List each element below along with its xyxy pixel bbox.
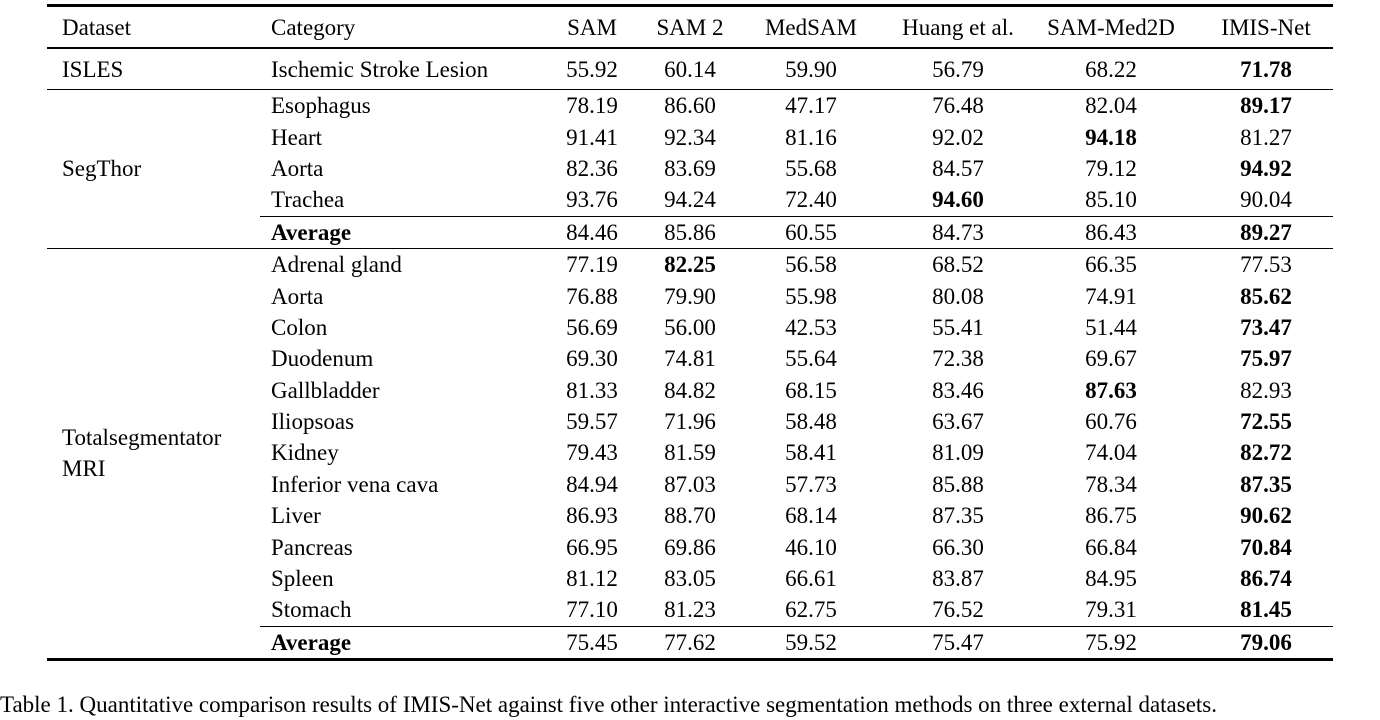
value-cell-best: 90.62 (1240, 503, 1292, 529)
value-cell: 81.09 (932, 440, 984, 466)
category-cell: Kidney (271, 440, 339, 466)
value-cell-best: 71.78 (1240, 56, 1292, 82)
value-cell: 66.61 (785, 566, 837, 592)
category-cell: Inferior vena cava (271, 471, 439, 497)
value-cell: 85.88 (932, 471, 984, 497)
dataset-name (47, 48, 260, 90)
header-imis-net: IMIS-Net (1221, 14, 1311, 40)
value-cell: 60.14 (664, 56, 716, 82)
value-cell: 83.05 (664, 566, 716, 592)
value-cell: 74.81 (664, 346, 716, 372)
category-cell: Iliopsoas (271, 409, 355, 435)
value-cell: 55.98 (785, 283, 837, 309)
table-row (47, 90, 1333, 122)
header-sam2: SAM 2 (656, 14, 724, 40)
value-cell: 74.91 (1085, 283, 1137, 309)
value-cell: 79.12 (1085, 155, 1137, 181)
header-category: Category (271, 14, 356, 40)
value-cell-best: 72.55 (1240, 409, 1292, 435)
category-cell: Ischemic Stroke Lesion (271, 56, 489, 82)
value-cell: 56.00 (664, 314, 716, 340)
value-cell: 59.57 (566, 409, 618, 435)
value-cell: 59.52 (729, 626, 893, 659)
header-medsam: MedSAM (764, 14, 857, 40)
value-cell: 91.41 (566, 124, 618, 150)
value-cell: 84.95 (1085, 566, 1137, 592)
value-cell: 87.35 (932, 503, 984, 529)
value-cell: 77.19 (566, 252, 618, 278)
value-cell-best: 82.72 (1240, 440, 1292, 466)
category-cell: Spleen (271, 566, 334, 592)
header-row (47, 6, 1333, 49)
value-cell: 87.03 (664, 471, 716, 497)
value-cell: 62.75 (785, 597, 837, 623)
value-cell: 66.30 (932, 534, 984, 560)
value-cell: 79.31 (1085, 597, 1137, 623)
value-cell: 78.19 (566, 93, 618, 119)
value-cell: 76.88 (566, 283, 618, 309)
value-cell: 82.93 (1240, 377, 1292, 403)
value-cell: 75.47 (893, 626, 1023, 659)
value-cell: 86.43 (1023, 216, 1199, 248)
category-cell: Aorta (271, 283, 324, 309)
value-cell: 76.48 (932, 93, 984, 119)
header-sam: SAM (567, 14, 617, 40)
dataset-group (47, 48, 1333, 90)
value-cell-best: 75.97 (1240, 346, 1292, 372)
value-cell-best: 87.35 (1240, 471, 1292, 497)
category-cell: Liver (271, 503, 321, 529)
value-cell: 68.22 (1085, 56, 1137, 82)
value-cell: 76.52 (932, 597, 984, 623)
value-cell: 69.30 (566, 346, 618, 372)
value-cell: 85.10 (1085, 187, 1137, 213)
value-cell: 46.10 (785, 534, 837, 560)
value-cell: 80.08 (932, 283, 984, 309)
value-cell: 86.60 (664, 93, 716, 119)
value-cell: 66.95 (566, 534, 618, 560)
value-cell: 86.75 (1085, 503, 1137, 529)
value-cell: 81.27 (1240, 124, 1292, 150)
header-sam-med2d: SAM-Med2D (1047, 14, 1175, 40)
value-cell: 81.59 (664, 440, 716, 466)
value-cell: 81.23 (664, 597, 716, 623)
value-cell: 69.86 (664, 534, 716, 560)
value-cell: 83.87 (932, 566, 984, 592)
category-cell: Gallbladder (271, 377, 380, 403)
category-cell: Colon (271, 314, 328, 340)
value-cell: 92.34 (664, 124, 716, 150)
value-cell: 75.92 (1023, 626, 1199, 659)
value-cell: 77.62 (651, 626, 729, 659)
category-cell: Duodenum (271, 346, 374, 372)
value-cell-best: 82.25 (664, 252, 716, 278)
value-cell: 75.45 (533, 626, 651, 659)
dataset-name-line: ISLES (62, 56, 124, 82)
value-cell: 88.70 (664, 503, 716, 529)
category-cell: Average (260, 216, 533, 248)
value-cell: 69.67 (1085, 346, 1137, 372)
value-cell: 42.53 (785, 314, 837, 340)
value-cell: 47.17 (785, 93, 837, 119)
dataset-name-line: MRI (62, 456, 106, 482)
value-cell: 84.94 (566, 471, 618, 497)
value-cell: 56.69 (566, 314, 618, 340)
value-cell: 58.48 (785, 409, 837, 435)
value-cell: 56.58 (785, 252, 837, 278)
value-cell-best: 81.45 (1240, 597, 1292, 623)
value-cell: 66.84 (1085, 534, 1137, 560)
value-cell-best: 94.18 (1085, 124, 1137, 150)
value-cell: 60.76 (1085, 409, 1137, 435)
header-huang: Huang et al. (902, 14, 1014, 40)
value-cell: 84.73 (893, 216, 1023, 248)
value-cell: 74.04 (1085, 440, 1137, 466)
value-cell-best: 79.06 (1199, 626, 1333, 659)
value-cell: 58.41 (785, 440, 837, 466)
value-cell: 68.14 (785, 503, 837, 529)
table-row (47, 48, 1333, 90)
value-cell-best: 89.17 (1240, 93, 1292, 119)
value-cell: 77.10 (566, 597, 618, 623)
value-cell: 93.76 (566, 187, 618, 213)
value-cell: 86.93 (566, 503, 618, 529)
category-cell: Adrenal gland (271, 252, 402, 278)
table-caption: Table 1. Quantitative comparison results of IMIS-Net against five other interactive segmentation methods on three external datasets. (0, 692, 1218, 717)
value-cell-best: 85.62 (1240, 283, 1292, 309)
value-cell: 71.96 (664, 409, 716, 435)
value-cell: 72.38 (932, 346, 984, 372)
category-cell: Esophagus (271, 93, 371, 119)
value-cell-best: 94.92 (1240, 155, 1292, 181)
value-cell-best: 94.60 (932, 187, 984, 213)
value-cell: 55.41 (932, 314, 984, 340)
results-table (47, 4, 1333, 661)
value-cell: 60.55 (729, 216, 893, 248)
value-cell: 83.46 (932, 377, 984, 403)
value-cell: 92.02 (932, 124, 984, 150)
dataset-name-line: Totalsegmentator (62, 425, 222, 451)
value-cell-best: 70.84 (1240, 534, 1292, 560)
category-cell: Trachea (271, 187, 345, 213)
value-cell: 85.86 (651, 216, 729, 248)
category-cell: Aorta (271, 155, 324, 181)
dataset-name (47, 90, 260, 249)
category-cell: Heart (271, 124, 323, 150)
value-cell: 55.92 (566, 56, 618, 82)
value-cell: 94.24 (664, 187, 716, 213)
value-cell: 66.35 (1085, 252, 1137, 278)
category-cell: Stomach (271, 597, 352, 623)
value-cell: 82.04 (1085, 93, 1137, 119)
value-cell: 55.64 (785, 346, 837, 372)
value-cell: 72.40 (785, 187, 837, 213)
dataset-group (47, 90, 1333, 249)
dataset-name (47, 248, 260, 659)
value-cell: 84.57 (932, 155, 984, 181)
dataset-group (47, 248, 1333, 659)
value-cell-best: 87.63 (1085, 377, 1137, 403)
table-row (47, 248, 1333, 280)
value-cell: 84.46 (533, 216, 651, 248)
value-cell: 56.79 (932, 56, 984, 82)
value-cell: 78.34 (1085, 471, 1137, 497)
value-cell-best: 89.27 (1199, 216, 1333, 248)
value-cell: 81.12 (566, 566, 618, 592)
value-cell: 59.90 (785, 56, 837, 82)
value-cell: 90.04 (1240, 187, 1292, 213)
value-cell-best: 73.47 (1240, 314, 1292, 340)
value-cell: 82.36 (566, 155, 618, 181)
value-cell: 84.82 (664, 377, 716, 403)
value-cell: 68.52 (932, 252, 984, 278)
dataset-name-line: SegThor (62, 156, 142, 182)
value-cell-best: 86.74 (1240, 566, 1292, 592)
value-cell: 81.33 (566, 377, 618, 403)
value-cell: 63.67 (932, 409, 984, 435)
value-cell: 79.90 (664, 283, 716, 309)
category-cell: Average (260, 626, 533, 659)
value-cell: 83.69 (664, 155, 716, 181)
value-cell: 68.15 (785, 377, 837, 403)
value-cell: 51.44 (1085, 314, 1137, 340)
value-cell: 79.43 (566, 440, 618, 466)
category-cell: Pancreas (271, 534, 353, 560)
value-cell: 77.53 (1240, 252, 1292, 278)
value-cell: 81.16 (785, 124, 837, 150)
value-cell: 55.68 (785, 155, 837, 181)
value-cell: 57.73 (785, 471, 837, 497)
header-dataset: Dataset (62, 14, 131, 40)
